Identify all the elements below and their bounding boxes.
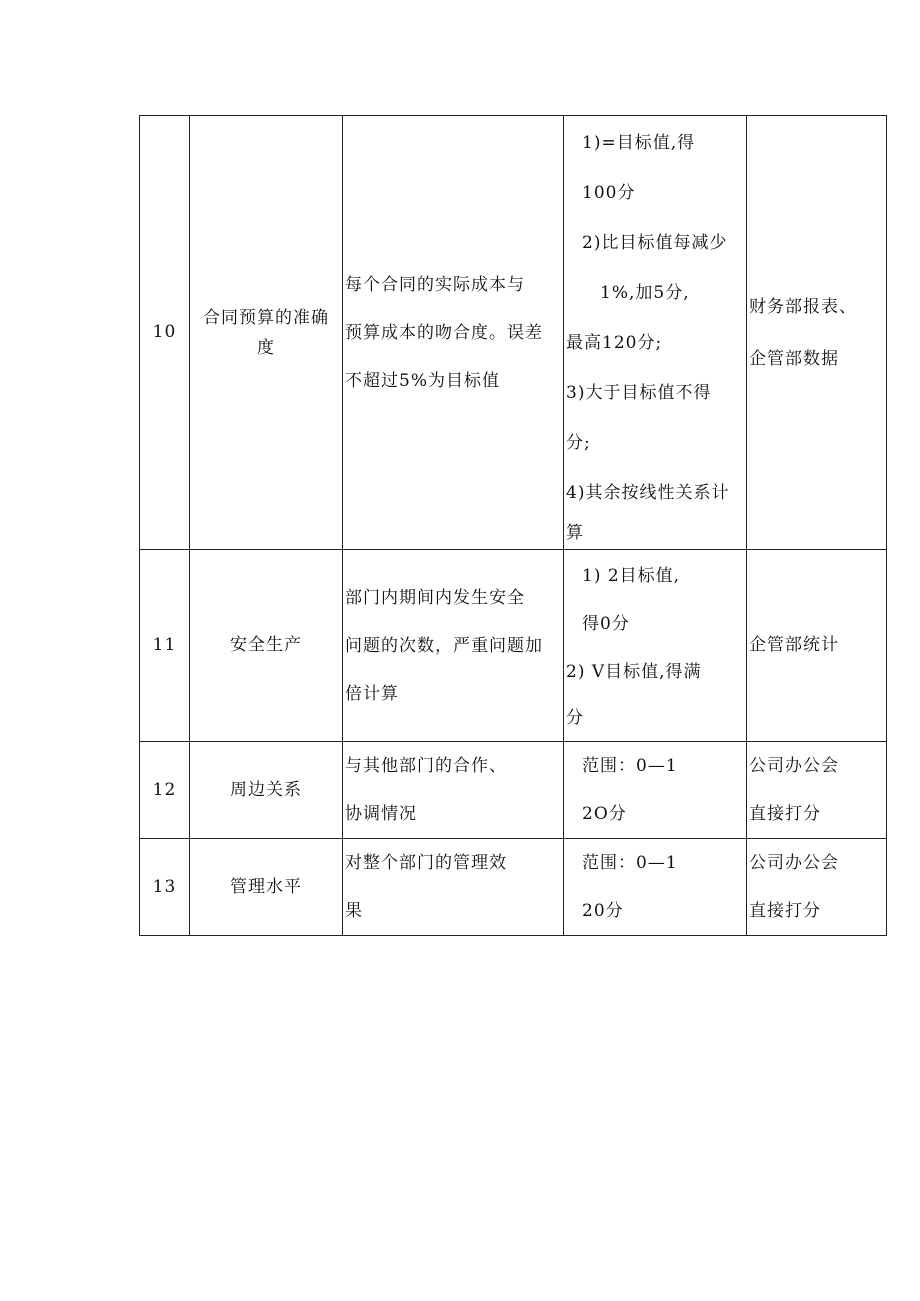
description-line: 与其他部门的合作、 [345,756,507,776]
source-line: 企管部数据 [749,348,839,369]
source-line: 公司办公会 [749,756,839,776]
standard-line: 分 [566,707,584,728]
indicator-name-line: 安全生产 [230,635,302,655]
indicator-description [343,742,564,839]
standard-line: 2O分 [582,804,627,824]
standard-line: 1%,加5分, [600,282,690,303]
data-source [747,550,887,742]
standard-line: 算 [566,522,584,543]
description-line: 每个合同的实际成本与 [345,274,525,295]
indicator-name [190,839,343,936]
description-line: 对整个部门的管理效 [345,853,507,873]
source-line: 财务部报表、 [749,296,857,317]
scoring-standard [564,550,747,742]
description-line: 协调情况 [345,804,417,824]
standard-line: 3)大于目标值不得 [566,382,712,403]
indicator-name [190,742,343,839]
scoring-standard [564,742,747,839]
table-row [140,742,887,839]
standard-line: 分; [566,432,591,453]
standard-line: 得0分 [582,613,630,634]
standard-line: 100分 [582,182,636,203]
standard-line: 范围：0—1 [582,756,678,776]
row-number: 10 [140,116,190,550]
standard-line: 范围：0—1 [582,853,678,873]
description-line: 部门内期间内发生安全 [345,587,525,608]
row-number: 12 [140,742,190,839]
indicator-name-line: 度 [257,337,275,358]
standard-line: 最高120分; [566,332,663,353]
table-row [140,550,887,742]
indicator-name-line: 管理水平 [230,876,302,897]
standard-line: 1) 2目标值, [582,565,681,586]
table-row [140,839,887,936]
source-line: 直接打分 [749,901,821,921]
data-source [747,742,887,839]
indicator-name-line: 周边关系 [230,779,302,800]
standard-line: 2)比目标值每减少 [582,232,728,253]
indicator-description [343,116,564,550]
table-row [140,116,887,550]
scoring-standard [564,839,747,936]
data-source [747,839,887,936]
description-line: 预算成本的吻合度。误差 [345,322,543,343]
row-number: 13 [140,839,190,936]
data-source [747,116,887,550]
source-line: 企管部统计 [749,635,839,655]
indicator-description [343,550,564,742]
indicator-name [190,550,343,742]
kpi-table [139,115,887,936]
source-line: 直接打分 [749,804,821,824]
standard-line: 2) V目标值,得满 [566,661,702,682]
standard-line: 1)=目标值,得 [582,132,696,153]
indicator-name [190,116,343,550]
description-line: 果 [345,901,363,921]
standard-line: 4)其余按线性关系计 [566,482,730,503]
standard-line: 20分 [582,901,624,921]
description-line: 不超过5%为目标值 [345,370,500,391]
description-line: 倍计算 [345,683,399,704]
description-line: 问题的次数，严重问题加 [345,635,543,656]
indicator-name-line: 合同预算的准确 [203,307,329,328]
indicator-description [343,839,564,936]
source-line: 公司办公会 [749,853,839,873]
scoring-standard [564,116,747,550]
row-number: 11 [140,550,190,742]
